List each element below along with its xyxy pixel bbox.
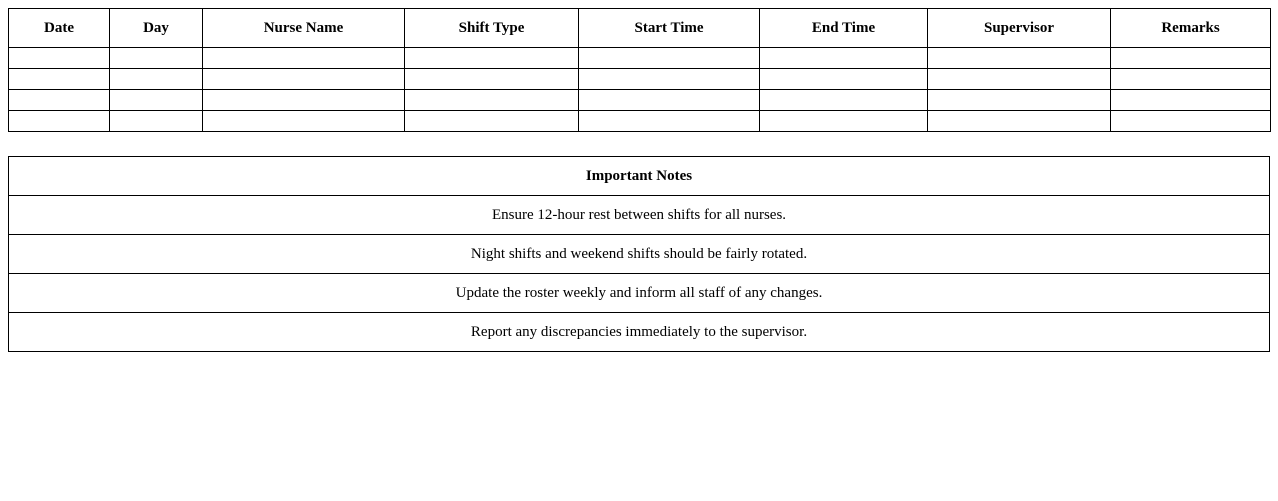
list-item <box>9 196 1270 235</box>
table-cell <box>110 90 203 111</box>
table-cell <box>203 111 405 132</box>
list-item <box>9 274 1270 313</box>
table-cell <box>405 69 579 90</box>
table-cell <box>110 48 203 69</box>
table-cell <box>203 48 405 69</box>
table-cell <box>1111 111 1271 132</box>
header-date: Date <box>9 9 110 48</box>
list-item <box>9 313 1270 352</box>
table-cell <box>928 111 1111 132</box>
table-cell <box>1111 48 1271 69</box>
table-cell <box>1111 90 1271 111</box>
important-notes-table <box>8 156 1270 352</box>
table-row <box>9 69 1271 90</box>
notes-title: Important Notes <box>9 157 1270 196</box>
table-row <box>9 90 1271 111</box>
table-cell <box>110 111 203 132</box>
table-cell <box>579 69 760 90</box>
table-cell <box>760 69 928 90</box>
header-end-time: End Time <box>760 9 928 48</box>
header-day: Day <box>110 9 203 48</box>
table-cell <box>928 90 1111 111</box>
table-cell <box>760 48 928 69</box>
notes-header-row <box>9 157 1270 196</box>
note-text: Ensure 12-hour rest between shifts for all nurses. <box>9 196 1270 235</box>
table-cell <box>9 90 110 111</box>
list-item <box>9 235 1270 274</box>
table-cell <box>928 48 1111 69</box>
table-cell <box>1111 69 1271 90</box>
note-text: Night shifts and weekend shifts should be fairly rotated. <box>9 235 1270 274</box>
table-row <box>9 111 1271 132</box>
header-start-time: Start Time <box>579 9 760 48</box>
table-cell <box>110 69 203 90</box>
nurse-roster-table <box>8 8 1271 132</box>
table-cell <box>579 90 760 111</box>
roster-header-row <box>9 9 1271 48</box>
table-cell <box>579 48 760 69</box>
table-cell <box>203 69 405 90</box>
table-cell <box>760 111 928 132</box>
note-text: Update the roster weekly and inform all staff of any changes. <box>9 274 1270 313</box>
table-cell <box>9 69 110 90</box>
table-cell <box>405 48 579 69</box>
table-cell <box>405 90 579 111</box>
table-cell <box>9 48 110 69</box>
header-shift-type: Shift Type <box>405 9 579 48</box>
table-cell <box>203 90 405 111</box>
header-remarks: Remarks <box>1111 9 1271 48</box>
table-cell <box>579 111 760 132</box>
header-nurse-name: Nurse Name <box>203 9 405 48</box>
table-cell <box>405 111 579 132</box>
table-cell <box>9 111 110 132</box>
table-cell <box>928 69 1111 90</box>
note-text: Report any discrepancies immediately to the supervisor. <box>9 313 1270 352</box>
header-supervisor: Supervisor <box>928 9 1111 48</box>
table-row <box>9 48 1271 69</box>
table-cell <box>760 90 928 111</box>
